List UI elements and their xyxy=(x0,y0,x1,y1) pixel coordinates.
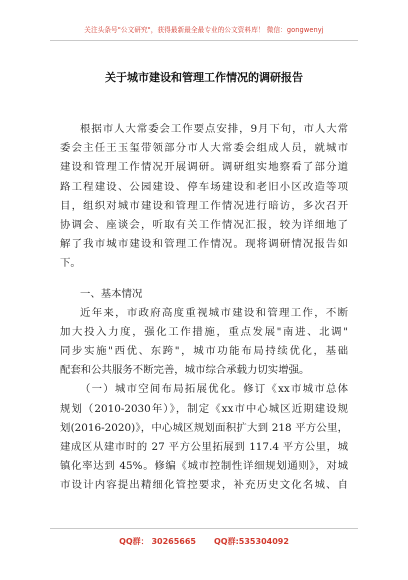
paragraph-2-line: 加大投入力度，强化工作措施，重点发展"南进、北调" xyxy=(60,325,348,338)
footer-contact xyxy=(0,536,408,547)
paragraph-2-line: 配套和公共服务不断完善，城市综合承载力切实增强。 xyxy=(60,364,310,377)
document-body xyxy=(60,120,348,496)
paragraph-1-line: 路工程建设、公园建设、停车场建设和老旧小区改造等项 xyxy=(60,180,348,193)
qq-group-2: QQ群:535304092 xyxy=(214,537,289,546)
paragraph-1-line: 建设和管理工作情况开展调研。调研组实地察看了部分道 xyxy=(60,161,348,174)
paragraph-2-line: 近年来，市政府高度重视城市建设和管理工作，不断 xyxy=(80,306,348,319)
paragraph-1-line: 根据市人大常委会工作要点安排，9月下旬，市人大常 xyxy=(80,123,348,135)
paragraph-3-line: 规划（2010-2030年）》，制定《xx市中心城区近期建设规 xyxy=(60,402,348,415)
document-title: 关于城市建设和管理工作情况的调研报告 xyxy=(105,71,303,84)
paragraph-3-line: 建成区从建市时的 27 平方公里拓展到 117.4 平方公里，城 xyxy=(60,441,348,453)
paragraph-3-line: 划(2016-2020)》，中心城区规划面积扩大到 218 平方公里， xyxy=(60,421,348,434)
paragraph-3-line: 市设计内容提出精细化管控要求，补充历史文化名城、自 xyxy=(60,479,348,492)
paragraph-1-line: 协调会、座谈会，听取有关工作情况汇报，较为详细地了 xyxy=(60,218,348,231)
paragraph-1-line: 解了我市城市建设和管理工作情况。现将调研情况报告如 xyxy=(60,238,348,251)
paragraph-3-line: 镇化率达到 45%。修编《城市控制性详细规划通则》，对城 xyxy=(60,460,348,473)
promo-banner: 关注头条号"公文研究"，获得最新最全最专业的公文资料库！ 微信：gongwenyj xyxy=(84,26,324,34)
paragraph-2-line: 同步实施"西优、东跨"，城市功能布局持续优化，基础 xyxy=(60,345,348,358)
paragraph-3-line: （一）城市空间布局拓展优化。修订《xx市城市总体 xyxy=(80,383,348,396)
header-rule xyxy=(50,40,358,41)
qq-group-1: QQ群： 30265665 xyxy=(119,537,196,546)
paragraph-1-line: 目，组织对城市建设和管理工作情况进行暗访，多次召开 xyxy=(60,199,348,212)
paragraph-1-line: 下。 xyxy=(60,257,81,270)
footer-rule xyxy=(50,528,358,529)
paragraph-1-line: 委会主任王玉玺带领部分市人大常委会组成人员，就城市 xyxy=(60,142,348,155)
section-heading: 一、基本情况 xyxy=(80,287,143,300)
